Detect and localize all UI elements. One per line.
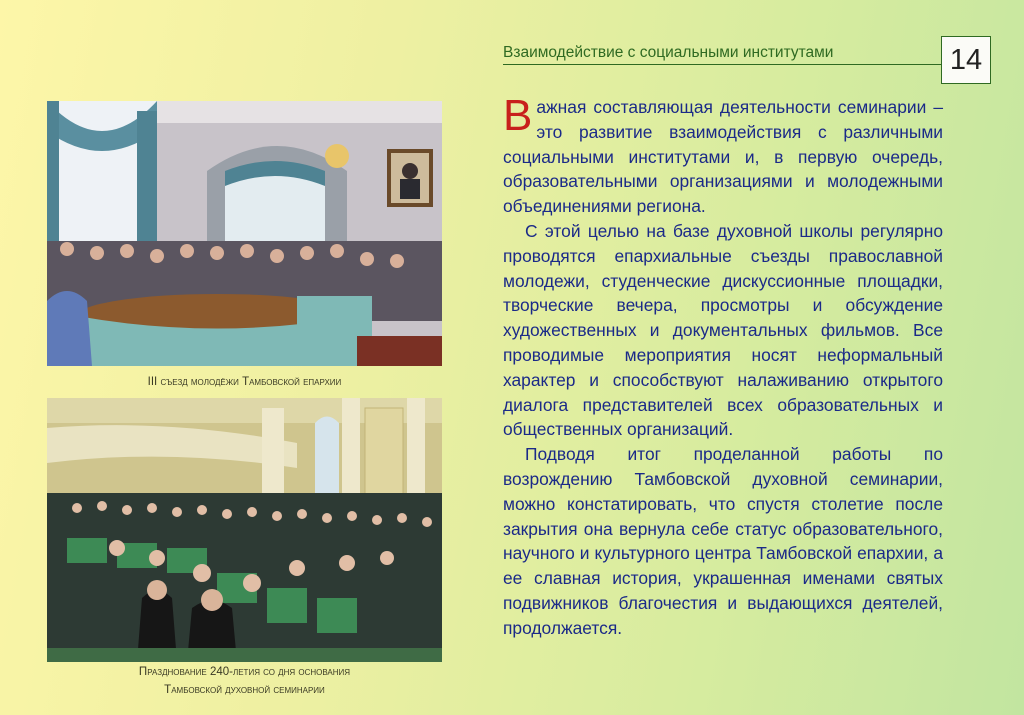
section-title: Взаимодействие с социальными институтами [503,44,834,61]
article-paragraph-3: Подводя итог проделанной работы по возрождению Тамбовской духовной семинарии, можно констатировать, что спустя столетие после закрытия она вернула себе статус образовательного, научного и культурного центра Тамбовской епархии, а ее славная история, украшенная именами святых подвижников благочестия и выдающихся деятелей, продолжается. [503,444,943,638]
photo-youth-congress [47,101,442,366]
article-body [503,91,943,641]
article-paragraph-1 [503,91,943,219]
page-number: 14 [941,36,991,84]
article-paragraph-1-text: ажная составляющая деятельности семинарии – это развитие взаимодействия с различными социальными институтами и, в первую очередь, образовательными организациями и молодежными объединениями региона. [503,97,943,217]
header-rule [503,64,941,65]
drop-cap: В [503,91,533,140]
photo2-caption-line2: Тамбовской духовной семинарии [164,684,325,696]
article-paragraph-2: С этой целью на базе духовной школы регулярно проводятся епархиальные съезды православной молодежи, студенческие дискуссионные площадки, творческие вечера, просмотры и обсуждение художественных и документальных фильмов. Все проводимые мероприятия носят неформальный характер и способствуют налаживанию открытого диалога представителей всех образовательных и общественных организаций. [503,220,943,440]
photo2-caption-line1: Празднование 240-летия со дня основания [138,666,351,678]
photo-anniversary-celebration [47,398,442,662]
photo2-caption [47,663,442,699]
photo1-caption: III съезд молодёжи Тамбовской епархии [147,376,342,388]
